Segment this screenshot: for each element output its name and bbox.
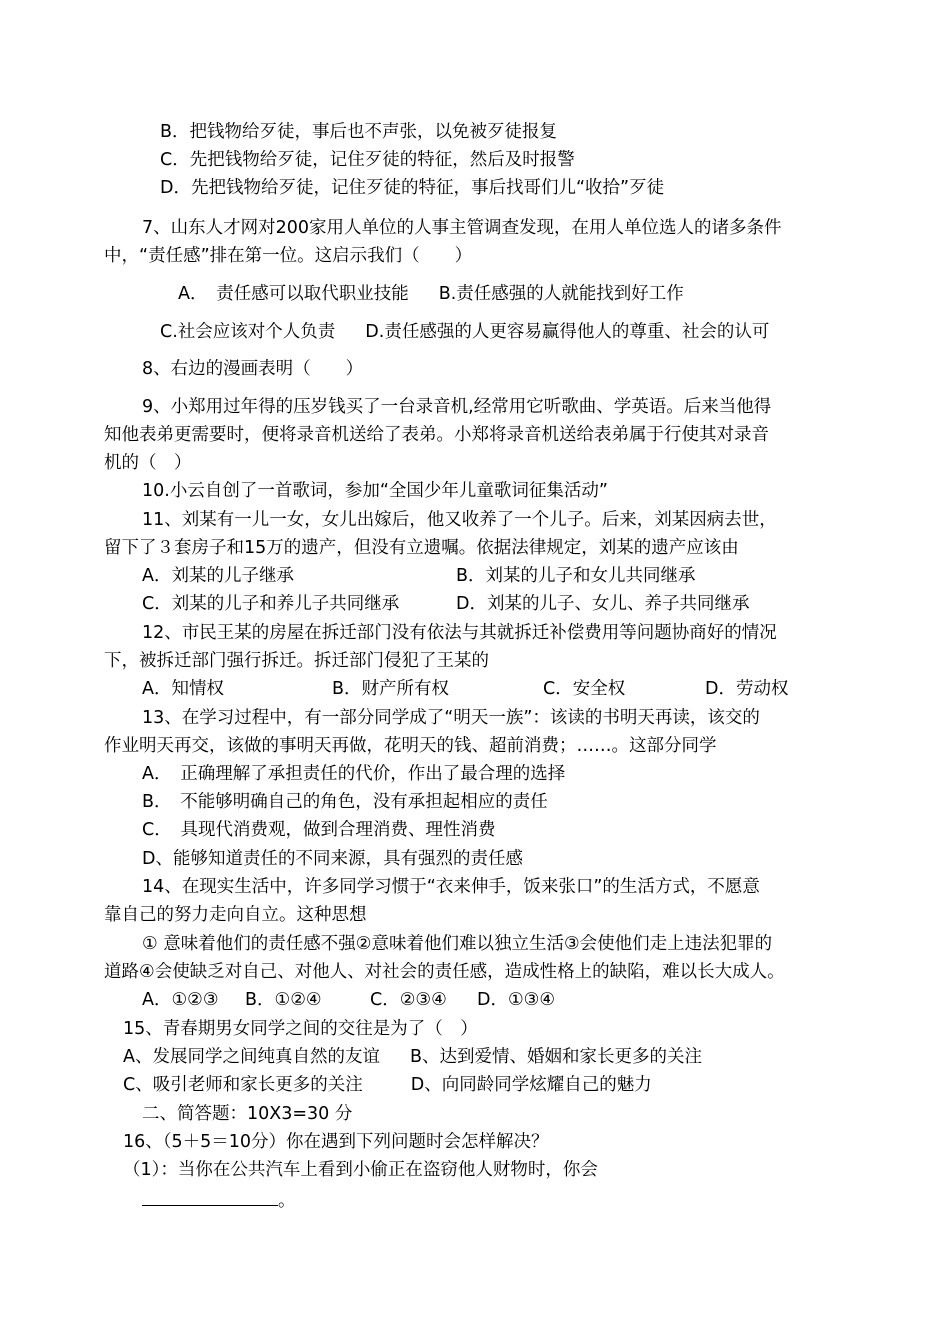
q11-option-b: B．刘某的儿子和女儿共同继承 [456, 566, 696, 586]
q13-option-a: A． 正确理解了承担责任的代价，作出了最合理的选择 [142, 764, 566, 784]
q8-stem: 8、右边的漫画表明（ ） [142, 359, 364, 379]
q11-stem-line2: 留下了３套房子和15万的遗产，但没有立遗嘱。依据法律规定，刘某的遗产应该由 [104, 538, 739, 558]
q11-option-d: D．刘某的儿子、女儿、养子共同继承 [456, 594, 750, 614]
q16-part-1: （1）：当你在公共汽车上看到小偷正在盗窃他人财物时，你会 [123, 1160, 598, 1180]
q15-option-d: D、向同龄同学炫耀自己的魅力 [410, 1075, 652, 1095]
q13-stem-line2: 作业明天再交，该做的事明天再做，花明天的钱、超前消费；……。这部分同学 [104, 736, 717, 756]
q15-option-b: B、达到爱情、婚姻和家长更多的关注 [409, 1047, 702, 1067]
q14-option-c: C．②③④ [370, 990, 447, 1010]
q15-options-ab [123, 1045, 702, 1069]
q12-option-a: A．知情权 [142, 679, 224, 699]
q14-option-b: B．①②④ [245, 990, 322, 1010]
q13-stem-line1: 13、在学习过程中，有一部分同学成了“明天一族”：该读的书明天再读，该交的 [142, 708, 760, 728]
answer-period: 。 [278, 1191, 296, 1211]
q7-options-ab [178, 282, 684, 306]
q14-stem-line4: 道路④会使缺乏对自己、对他人、对社会的责任感，造成性格上的缺陷，难以长大成人。 [104, 962, 785, 982]
answer-blank[interactable] [142, 1187, 278, 1206]
q12-option-c: C．安全权 [543, 679, 626, 699]
q15-option-a: A、发展同学之间纯真自然的友谊 [123, 1047, 380, 1067]
q12-stem-line2: 下，被拆迁部门强行拆迁。拆迁部门侵犯了王某的 [104, 651, 489, 671]
q7-option-c: C.社会应该对个人负责 [160, 322, 336, 342]
q14-stem-line2: 靠自己的努力走向自立。这种思想 [104, 905, 367, 925]
q15-option-c: C、吸引老师和家长更多的关注 [123, 1075, 363, 1095]
q6-option-b: B．把钱物给歹徒，事后也不声张，以免被歹徒报复 [160, 122, 558, 142]
q7-option-b: B.责任感强的人就能找到好工作 [438, 284, 684, 304]
q12-option-b: B．财产所有权 [332, 679, 450, 699]
q6-option-d: D．先把钱物给歹徒，记住歹徒的特征，事后找哥们儿“收拾”歹徒 [160, 178, 665, 198]
q12-stem-line1: 12、市民王某的房屋在拆迁部门没有依法与其就拆迁补偿费用等问题协商好的情况 [142, 623, 777, 643]
q11-stem-line1: 11、刘某有一儿一女，女儿出嫁后，他又收养了一个儿子。后来，刘某因病去世， [142, 510, 777, 530]
q12-option-d: D．劳动权 [705, 679, 789, 699]
q11-option-c: C．刘某的儿子和养儿子共同继承 [142, 594, 400, 614]
q15-stem: 15、青春期男女同学之间的交往是为了（ ） [123, 1019, 478, 1039]
q14-option-a: A．①②③ [142, 990, 219, 1010]
q16-stem: 16、（5＋5＝10分）你在遇到下列问题时会怎样解决？ [123, 1132, 549, 1152]
q13-option-d: D、能够知道责任的不同来源，具有强烈的责任感 [142, 849, 523, 869]
q14-stem-line3: ① 意味着他们的责任感不强②意味着他们难以独立生活③会使他们走上违法犯罪的 [142, 934, 773, 954]
q7-option-a: A． 责任感可以取代职业技能 [178, 284, 409, 304]
q9-stem-line3: 机的（ ） [104, 453, 192, 473]
q7-options-cd [160, 320, 769, 344]
q9-stem-line2: 知他表弟更需要时，便将录音机送给了表弟。小郑将录音机送给表弟属于行使其对录音 [104, 425, 769, 445]
q13-option-c: C． 具现代消费观，做到合理消费、理性消费 [142, 820, 496, 840]
q13-option-b: B． 不能够明确自己的角色，没有承担起相应的责任 [142, 792, 548, 812]
q11-option-a: A．刘某的儿子继承 [142, 566, 294, 586]
q16-answer-line [142, 1187, 296, 1213]
q9-stem-line1: 9、小郑用过年得的压岁钱买了一台录音机,经常用它听歌曲、学英语。后来当他得 [142, 397, 772, 417]
q7-stem-line2: 中，“责任感”排在第一位。这启示我们（ ） [104, 246, 473, 266]
q10-stem: 10.小云自创了一首歌词，参加“全国少年儿童歌词征集活动” [142, 481, 608, 501]
q7-option-d: D.责任感强的人更容易赢得他人的尊重、社会的认可 [365, 322, 770, 342]
q14-stem-line1: 14、在现实生活中，许多同学习惯于“衣来伸手，饭来张口”的生活方式，不愿意 [142, 877, 760, 897]
q15-options-cd [123, 1073, 652, 1097]
q7-stem-line1: 7、山东人才网对200家用人单位的人事主管调查发现，在用人单位选人的诸多条件 [142, 218, 782, 238]
q14-option-d: D．①③④ [477, 990, 556, 1010]
section-2-heading: 二、简答题：10X3=30 分 [142, 1104, 353, 1124]
q6-option-c: C．先把钱物给歹徒，记住歹徒的特征，然后及时报警 [160, 150, 575, 170]
